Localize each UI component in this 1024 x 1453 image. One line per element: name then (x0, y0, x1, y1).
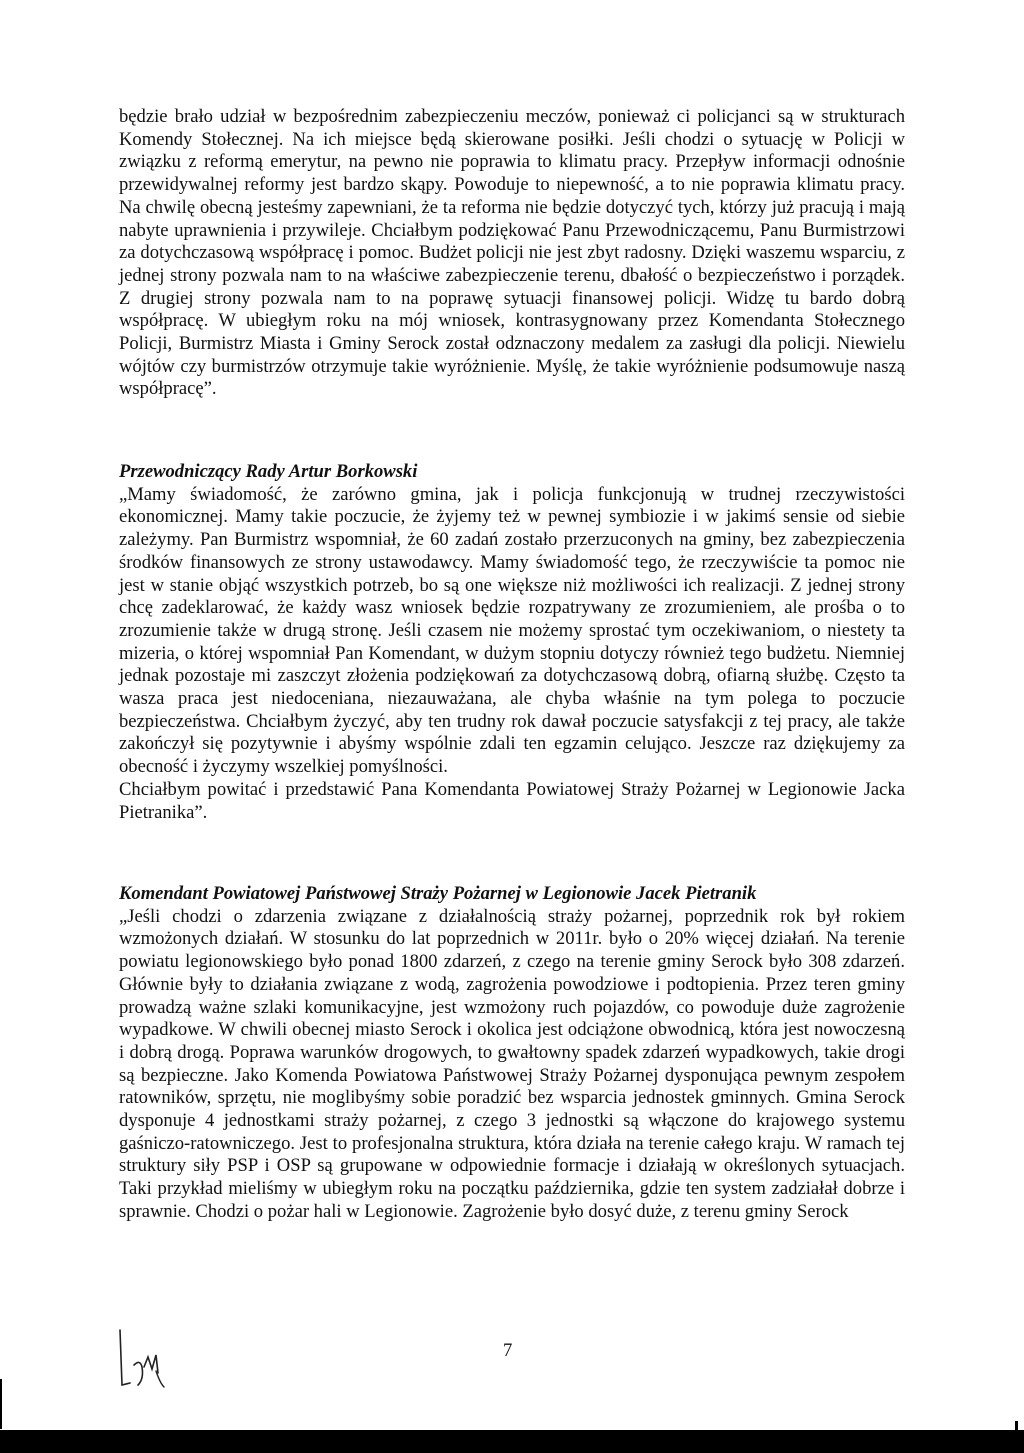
speaker-heading: Przewodniczący Rady Artur Borkowski (119, 461, 418, 482)
scan-edge-mark (0, 1379, 2, 1429)
paragraph: będzie brało udział w bezpośrednim zabezpieczeniu meczów, ponieważ ci policjanci są w strukturach Komendy Stołecznej. Na ich miejsce będą skierowane posiłki. Jeśli chodzi o sytuację w Policji w związku z reformą emerytur, na pewno nie poprawia to klimatu pracy. Przepływ informacji odnośnie przewidywalnej reformy jest bardzo skąpy. Powoduje to niepewność, a to nie poprawia klimatu pracy. Na chwilę obecną jesteśmy zapewniani, że ta reforma nie będzie dotyczyć tych, którzy już pracują i mają nabyte uprawnienia i przywileje. Chciałbym podziękować Panu Przewodniczącemu, Panu Burmistrzowi za dotychczasową współpracę i pomoc. Budżet policji nie jest zbyt radosny. Dzięki waszemu wsparciu, z jednej strony pozwala nam to na właściwe zabezpieczenie terenu, dbałość o bezpieczeństwo i porządek. Z drugiej strony pozwala nam to na poprawę sytuacji finansowej policji. Widzę tu bardo dobrą współpracę. W ubiegłym roku na mój wniosek, kontrasygnowany przez Komendanta Stołecznego Policji, Burmistrz Miasta i Gminy Serock został odznaczony medalem za zasługi dla policji. Niewielu wójtów czy burmistrzów otrzymuje takie wyróżnienie. Myślę, że takie wyróżnienie podsumowuje naszą współpracę”. (119, 106, 905, 400)
scan-edge-mark (1015, 1421, 1018, 1430)
text-block-fire-commander (119, 883, 905, 1224)
text-block-police-statement (119, 106, 905, 401)
scan-bottom-border (0, 1430, 1024, 1453)
text-block-council-chair (119, 461, 905, 824)
paragraph: Chciałbym powitać i przedstawić Pana Komendanta Powiatowej Straży Pożarnej w Legionowie Jacka Pietranika”. (119, 778, 905, 823)
paragraph: „Jeśli chodzi o zdarzenia związane z działalnością straży pożarnej, poprzednik rok był rokiem wzmożonych działań. W stosunku do lat poprzednich w 2011r. było o 20% więcej działań. Na terenie powiatu legionowskiego było ponad 1800 zdarzeń, z czego na terenie gminy Serock było 308 zdarzeń. Głównie były to działania związane z wodą, zagrożenia powodziowe i podtopienia. Przez teren gminy prowadzą ważne szlaki komunikacyjne, jest wzmożony ruch pojazdów, co powoduje duże zagrożenie wypadkowe. W chwili obecnej miasto Serock i okolica jest odciążone obwodnicą, która jest nowoczesną i dobrą drogą. Poprawa warunków drogowych, to gwałtowny spadek zdarzeń wypadkowych, takie drogi są bezpieczne. Jako Komenda Powiatowa Państwowej Straży Pożarnej dysponująca pewnym zespołem ratowników, sprzętu, nie moglibyśmy sobie poradzić bez wsparcia jednostek gminnych. Gmina Serock dysponuje 4 jednostkami straży pożarnej, z czego 3 jednostki są włączone do krajowego systemu gaśniczo-ratowniczego. Jest to profesjonalna struktura, która działa na terenie całego kraju. W ramach tej struktury siły PSP i OSP są grupowane w odpowiednie formacje i działają w określonych sytuacjach. Taki przykład mieliśmy w ubiegłym roku na początku października, gdzie ten system zadziałał dobrze i sprawnie. Chodzi o pożar hali w Legionowie. Zagrożenie było dosyć duże, z terenu gminy Serock (119, 905, 905, 1222)
handwritten-signature (112, 1325, 192, 1395)
page-number: 7 (503, 1340, 513, 1361)
speaker-heading: Komendant Powiatowej Państwowej Straży Pożarnej w Legionowie Jacek Pietranik (119, 883, 757, 904)
paragraph: „Mamy świadomość, że zarówno gmina, jak i policja funkcjonują w trudnej rzeczywistości ekonomicznej. Mamy takie poczucie, że żyjemy też w pewnej symbiozie i w jakimś sensie od siebie zależymy. Pan Burmistrz wspomniał, że 60 zadań zostało przerzuconych na gminy, bez zabezpieczenia środków finansowych ze strony ustawodawcy. Mamy świadomość tego, że rzeczywiście ta pomoc nie jest w stanie objąć wszystkich potrzeb, bo są one większe niż możliwości ich realizacji. Z jednej strony chcę zadeklarować, że każdy wasz wniosek będzie rozpatrywany ze zrozumieniem, ale prośba o to zrozumienie także w drugą stronę. Jeśli czasem nie możemy sprostać tym oczekiwaniom, o niestety ta mizeria, o której wspomniał Pan Komendant, w dużym stopniu dotyczy również tego budżetu. Niemniej jednak pozostaje mi zaszczyt złożenia podziękowań za dotychczasową dobrą, ofiarną służbę. Często ta wasza praca jest niedoceniana, niezauważana, ale chyba właśnie na tym polega to poczucie bezpieczeństwa. Chciałbym życzyć, aby ten trudny rok dawał poczucie satysfakcji z tej pracy, ale także zakończył się pozytywnie i abyśmy wspólnie zdali ten egzamin celująco. Jeszcze raz dziękujemy za obecność i życzymy wszelkiej pomyślności. (119, 483, 905, 778)
